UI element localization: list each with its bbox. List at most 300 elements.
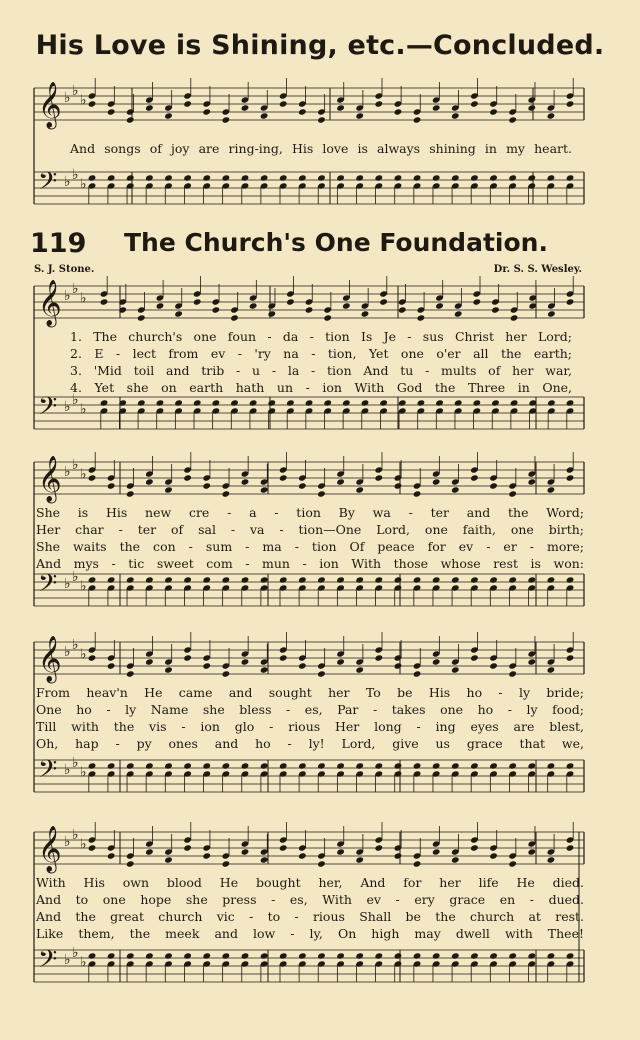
note-head [279, 174, 288, 181]
note-head [164, 952, 173, 959]
note-head [413, 860, 422, 867]
note-head [305, 399, 314, 406]
note-head [260, 952, 269, 959]
flat-sign: ♭ [72, 568, 79, 585]
note-head [432, 576, 441, 583]
note-head [212, 306, 221, 313]
note-head [413, 174, 422, 181]
note-head [375, 174, 384, 181]
note-head [249, 399, 258, 406]
note-head [451, 112, 460, 119]
note-head [126, 576, 135, 583]
note-head [491, 306, 500, 313]
note-head [432, 104, 441, 111]
note-head [413, 490, 422, 497]
note-head [88, 762, 97, 769]
flat-sign: ♭ [80, 401, 87, 418]
note-head [107, 174, 116, 181]
note-head [394, 852, 403, 859]
flat-sign: ♭ [80, 764, 87, 781]
flat-sign: ♭ [72, 826, 79, 843]
note-head [547, 952, 556, 959]
note-head [355, 762, 364, 769]
note-head [336, 952, 345, 959]
note-head [222, 860, 231, 867]
lyric-line: She is His new cre - a - tion By wa - ter and the Word; [36, 505, 584, 520]
note-head [336, 174, 345, 181]
note-head [489, 852, 498, 859]
note-head [183, 576, 192, 583]
note-head [547, 576, 556, 583]
note-head [336, 658, 345, 665]
note-head [473, 399, 482, 406]
note-head [183, 174, 192, 181]
note-head [164, 486, 173, 493]
note-head [317, 576, 326, 583]
note-head [88, 100, 97, 107]
note-head [451, 762, 460, 769]
note-head [413, 762, 422, 769]
note-head [88, 576, 97, 583]
note-head [342, 399, 351, 406]
flat-sign: ♭ [80, 836, 87, 853]
treble-clef: 𝄞 [38, 826, 62, 872]
note-head [527, 174, 536, 181]
note-head [375, 654, 384, 661]
bass-clef: 𝄢 [38, 392, 58, 427]
note-head [508, 490, 517, 497]
lyric-line: Till with the vis - ion glo - rious Her long - ing eyes are blest, [36, 719, 584, 734]
note-head [508, 174, 517, 181]
note-head [88, 844, 97, 851]
bass-clef: 𝄢 [38, 167, 58, 202]
note-head [183, 100, 192, 107]
note-head [394, 108, 403, 115]
note-head [145, 952, 154, 959]
note-head [137, 314, 146, 321]
note-head [183, 474, 192, 481]
note-head [174, 310, 183, 317]
note-head [317, 174, 326, 181]
note-head [413, 670, 422, 677]
note-head [126, 490, 135, 497]
note-head [432, 762, 441, 769]
flat-sign: ♭ [64, 762, 71, 778]
flat-sign: ♭ [64, 834, 71, 850]
flat-sign: ♭ [80, 646, 87, 663]
note-head [222, 576, 231, 583]
flat-sign: ♭ [72, 456, 79, 473]
note-head [107, 852, 116, 859]
note-head [260, 486, 269, 493]
note-head [279, 576, 288, 583]
note-head [375, 100, 384, 107]
note-head [566, 762, 575, 769]
note-head [489, 482, 498, 489]
note-head [547, 310, 556, 317]
note-head [451, 486, 460, 493]
lyric-line: Her char - ter of sal - va - tion—One Lord, one faith, one birth; [36, 522, 584, 537]
treble-clef: 𝄞 [38, 82, 62, 128]
note-head [508, 860, 517, 867]
note-head [323, 399, 332, 406]
flat-sign: ♭ [80, 578, 87, 595]
note-head [336, 848, 345, 855]
note-head [202, 852, 211, 859]
note-head [454, 310, 463, 317]
note-head [355, 952, 364, 959]
treble-clef: 𝄞 [38, 280, 62, 326]
note-head [508, 762, 517, 769]
note-head [298, 482, 307, 489]
note-head [489, 576, 498, 583]
flat-sign: ♭ [64, 952, 71, 968]
note-head [489, 662, 498, 669]
note-head [432, 174, 441, 181]
note-head [547, 856, 556, 863]
note-head [355, 174, 364, 181]
bass-clef: 𝄢 [38, 755, 58, 790]
note-head [241, 104, 250, 111]
note-head [413, 116, 422, 123]
note-head [527, 848, 536, 855]
note-head [126, 952, 135, 959]
note-head [413, 576, 422, 583]
note-head [470, 174, 479, 181]
lyric-line: With His own blood He bought her, And for her life He died. [36, 875, 584, 890]
note-head [454, 399, 463, 406]
composer-credit: Dr. S. S. Wesley. [493, 264, 582, 275]
note-head [164, 174, 173, 181]
note-head [156, 302, 165, 309]
note-head [202, 762, 211, 769]
note-head [470, 474, 479, 481]
note-head [336, 478, 345, 485]
note-head [107, 662, 116, 669]
note-head [361, 399, 370, 406]
note-head [566, 844, 575, 851]
note-head [566, 399, 575, 406]
note-head [222, 116, 231, 123]
note-head [508, 952, 517, 959]
note-head [107, 482, 116, 489]
note-head [417, 314, 426, 321]
note-head [527, 478, 536, 485]
note-head [566, 952, 575, 959]
note-head [222, 670, 231, 677]
note-head [394, 482, 403, 489]
note-head [566, 298, 575, 305]
note-head [183, 654, 192, 661]
bass-clef: 𝄢 [38, 569, 58, 604]
note-head [489, 952, 498, 959]
lyric-line: And the great church vic - to - rious Shall be the church at rest. [36, 909, 584, 924]
treble-clef: 𝄞 [38, 456, 62, 502]
note-head [156, 399, 165, 406]
lyric-line: One ho - ly Name she bless - es, Par - takes one ho - ly food; [36, 702, 584, 717]
note-head [88, 654, 97, 661]
note-head [88, 952, 97, 959]
flat-sign: ♭ [64, 399, 71, 415]
note-head [336, 762, 345, 769]
note-head [394, 662, 403, 669]
note-head [435, 302, 444, 309]
note-head [323, 314, 332, 321]
note-head [193, 399, 202, 406]
note-head [398, 306, 407, 313]
note-head [241, 174, 250, 181]
note-head [267, 399, 276, 406]
concluded-title: His Love is Shining, etc.—Concluded. [35, 30, 605, 61]
note-head [342, 302, 351, 309]
note-head [336, 104, 345, 111]
note-head [202, 174, 211, 181]
note-head [164, 112, 173, 119]
flat-sign: ♭ [80, 466, 87, 483]
note-head [222, 490, 231, 497]
note-head [260, 666, 269, 673]
note-head [174, 399, 183, 406]
note-head [212, 399, 221, 406]
note-head [527, 104, 536, 111]
note-head [375, 762, 384, 769]
lyric-line: 2. E - lect from ev - 'ry na - tion, Yet one o'er all the earth; [70, 346, 572, 361]
note-head [394, 576, 403, 583]
treble-clef: 𝄞 [38, 636, 62, 682]
note-head [547, 399, 556, 406]
note-head [279, 474, 288, 481]
hymn-title: The Church's One Foundation. [124, 228, 548, 257]
note-head [527, 762, 536, 769]
note-head [317, 762, 326, 769]
flat-sign: ♭ [80, 290, 87, 307]
flat-sign: ♭ [72, 166, 79, 183]
note-head [249, 302, 258, 309]
note-head [508, 576, 517, 583]
flat-sign: ♭ [64, 644, 71, 660]
note-head [470, 654, 479, 661]
note-head [126, 670, 135, 677]
note-head [279, 654, 288, 661]
note-head [491, 399, 500, 406]
note-head [566, 474, 575, 481]
lyric-line: Oh, hap - py ones and ho - ly! Lord, give us grace that we, [36, 736, 584, 751]
flat-sign: ♭ [80, 176, 87, 193]
note-head [508, 670, 517, 677]
note-head [432, 658, 441, 665]
bass-clef: 𝄢 [38, 945, 58, 980]
note-head [547, 174, 556, 181]
note-head [317, 116, 326, 123]
note-head [100, 298, 109, 305]
concluded-lyric: And songs of joy are ring-ing, His love is always shining in my heart. [70, 141, 572, 156]
note-head [230, 399, 239, 406]
note-head [164, 856, 173, 863]
note-head [489, 762, 498, 769]
note-head [470, 762, 479, 769]
note-head [527, 952, 536, 959]
note-head [222, 762, 231, 769]
flat-sign: ♭ [80, 92, 87, 109]
note-head [566, 100, 575, 107]
note-head [298, 762, 307, 769]
note-head [298, 174, 307, 181]
note-head [145, 104, 154, 111]
note-head [566, 576, 575, 583]
note-head [417, 399, 426, 406]
note-head [435, 399, 444, 406]
note-head [126, 860, 135, 867]
note-head [298, 576, 307, 583]
note-head [202, 482, 211, 489]
note-head [183, 762, 192, 769]
note-head [100, 399, 109, 406]
note-head [451, 856, 460, 863]
flat-sign: ♭ [72, 280, 79, 297]
note-head [241, 952, 250, 959]
note-head [164, 666, 173, 673]
note-head [379, 298, 388, 305]
note-head [241, 576, 250, 583]
note-head [432, 478, 441, 485]
note-head [451, 174, 460, 181]
lyric-line: And mys - tic sweet com - mun - ion With those whose rest is won: [36, 556, 584, 571]
flat-sign: ♭ [72, 944, 79, 961]
note-head [566, 654, 575, 661]
flat-sign: ♭ [64, 576, 71, 592]
note-head [470, 844, 479, 851]
note-head [317, 860, 326, 867]
note-head [145, 848, 154, 855]
flat-sign: ♭ [64, 90, 71, 106]
note-head [260, 174, 269, 181]
note-head [489, 108, 498, 115]
note-head [107, 952, 116, 959]
note-head [279, 100, 288, 107]
note-head [164, 762, 173, 769]
note-head [375, 844, 384, 851]
note-head [279, 952, 288, 959]
lyric-line: And to one hope she press - es, With ev - ery grace en - dued. [36, 892, 584, 907]
note-head [241, 658, 250, 665]
note-head [88, 474, 97, 481]
lyric-line: 1. The church's one foun - da - tion Is Je - sus Christ her Lord; [70, 329, 572, 344]
note-head [432, 848, 441, 855]
note-head [508, 116, 517, 123]
note-head [107, 108, 116, 115]
note-head [355, 112, 364, 119]
note-head [432, 952, 441, 959]
note-head [107, 576, 116, 583]
lyric-line: She waits the con - sum - ma - tion Of peace for ev - er - more; [36, 539, 584, 554]
note-head [222, 952, 231, 959]
lyric-line: Like them, the meek and low - ly, On high may dwell with Thee! [36, 926, 584, 941]
note-head [413, 952, 422, 959]
note-head [222, 174, 231, 181]
note-head [126, 762, 135, 769]
note-head [470, 100, 479, 107]
note-head [355, 576, 364, 583]
note-head [547, 762, 556, 769]
note-head [398, 399, 407, 406]
note-head [298, 108, 307, 115]
note-head [375, 576, 384, 583]
note-head [566, 174, 575, 181]
note-head [547, 486, 556, 493]
note-head [260, 856, 269, 863]
note-head [286, 298, 295, 305]
note-head [279, 844, 288, 851]
note-head [126, 116, 135, 123]
note-head [489, 174, 498, 181]
flat-sign: ♭ [64, 174, 71, 190]
note-head [451, 952, 460, 959]
note-head [298, 662, 307, 669]
note-head [547, 666, 556, 673]
note-head [183, 952, 192, 959]
note-head [107, 762, 116, 769]
note-head [317, 952, 326, 959]
note-head [202, 952, 211, 959]
note-head [451, 666, 460, 673]
lyric-line: 4. Yet she on earth hath un - ion With God the Three in One, [70, 380, 572, 395]
note-head [298, 852, 307, 859]
note-head [470, 576, 479, 583]
note-head [126, 174, 135, 181]
note-head [317, 670, 326, 677]
note-head [394, 174, 403, 181]
note-head [145, 762, 154, 769]
note-head [230, 314, 239, 321]
note-head [355, 856, 364, 863]
note-head [547, 112, 556, 119]
flat-sign: ♭ [72, 754, 79, 771]
note-head [375, 474, 384, 481]
note-head [527, 658, 536, 665]
note-head [527, 576, 536, 583]
note-head [286, 399, 295, 406]
note-head [375, 952, 384, 959]
note-head [202, 108, 211, 115]
lyric-line: 3. 'Mid toil and trib - u - la - tion And tu - mults of her war, [70, 363, 572, 378]
note-head [202, 662, 211, 669]
flat-sign: ♭ [80, 954, 87, 971]
note-head [88, 174, 97, 181]
note-head [145, 478, 154, 485]
note-head [298, 952, 307, 959]
note-head [317, 490, 326, 497]
note-head [193, 298, 202, 305]
author-credit: S. J. Stone. [34, 264, 95, 275]
note-head [470, 952, 479, 959]
note-head [145, 576, 154, 583]
note-head [279, 762, 288, 769]
note-head [164, 576, 173, 583]
note-head [473, 298, 482, 305]
note-head [267, 310, 276, 317]
flat-sign: ♭ [72, 82, 79, 99]
note-head [305, 306, 314, 313]
note-head [394, 762, 403, 769]
flat-sign: ♭ [64, 464, 71, 480]
note-head [260, 112, 269, 119]
note-head [260, 762, 269, 769]
note-head [241, 848, 250, 855]
note-head [260, 576, 269, 583]
note-head [137, 399, 146, 406]
note-head [183, 844, 192, 851]
note-head [145, 658, 154, 665]
